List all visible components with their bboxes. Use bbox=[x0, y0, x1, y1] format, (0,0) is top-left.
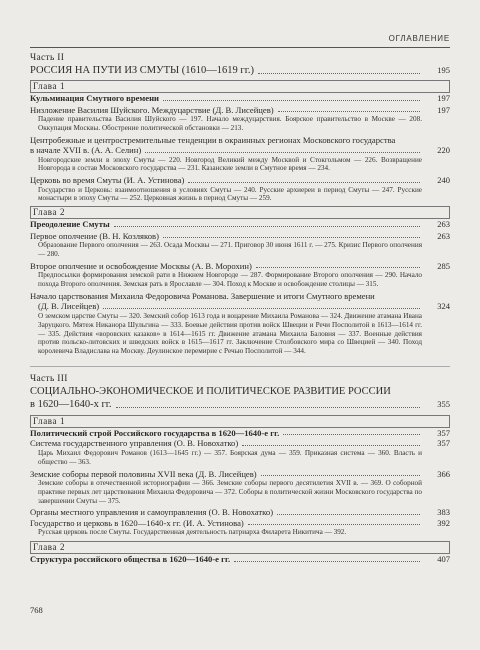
chapter-label: Глава 1 bbox=[33, 81, 66, 91]
toc-entry: Начало царствования Михаила Федоровича Романова. Завершение и итоги Смутного времени (Д. В. Лисейцев) 324 bbox=[30, 290, 450, 312]
chapter-block bbox=[30, 80, 450, 93]
entry-description: Земские соборы в отечественной историографии — 366. Земские соборы первого десятилетия XVII в. — 369. О соборной практике первых лет царствования Михаила Федоровича — 372. Соборы в политической жизни Московского государства по завершении Смуты — 375. bbox=[38, 479, 422, 505]
entry-description: Новгородские земли в эпоху Смуты — 220. Новгород Великий между Москвой и Стокгольмом — 226. Возвращение Новгорода в состав Московского государства — 231. Казанские земли в Смутное время — 234. bbox=[38, 155, 422, 173]
chapter-title: Политический строй Российского государства в 1620—1640-е гг. 357 bbox=[30, 427, 450, 438]
header-rule bbox=[30, 47, 450, 48]
toc-entry: Низложение Василия Шуйского. Междуцарствие (Д. В. Лисейцев) 197 bbox=[30, 104, 450, 115]
entry-description: Государство и Церковь: взаимоотношения в условиях Смуты — 240. Русские архиереи в период Смуты — 247. Русские монастыри в эпоху Смуты — 252. Церковная жизнь в период Смуты — 259. bbox=[38, 185, 422, 203]
page-ref: 355 bbox=[437, 398, 450, 409]
toc-entry: Государство и церковь в 1620—1640-х гг. (И. А. Устинова) 392 bbox=[30, 517, 450, 528]
part-title: РОССИЯ НА ПУТИ ИЗ СМУТЫ (1610—1619 гг.) 195 bbox=[30, 65, 450, 76]
part-label: Часть II bbox=[30, 53, 65, 63]
chapter-label: Глава 2 bbox=[33, 542, 66, 553]
chapter-title: Кульминация Смутного времени 197 bbox=[30, 93, 450, 103]
page-number: 768 bbox=[30, 605, 43, 615]
entry-description: Предпосылки формирования земской рати в Нижнем Новгороде — 287. Формирование Второго ополчения — 290. Начало похода Второго ополчения. Земская рать в Ярославле — 304. Поход к Москве и освобождение столицы — 315. bbox=[38, 271, 422, 289]
toc-entry: Церковь во время Смуты (И. А. Устинова) 240 bbox=[30, 175, 450, 186]
toc-entry: Центробежные и центростремительные тенденции в окраинных регионах Московского государства в начале XVII в. (А. А. Селин) 220 bbox=[30, 134, 450, 156]
toc-entry: Система государственного управления (О. В. Новохатко) 357 bbox=[30, 438, 450, 449]
chapter-block bbox=[30, 206, 450, 219]
toc-entry: Второе ополчение и освобождение Москвы (А. В. Морохин) 285 bbox=[30, 260, 450, 271]
toc-entry: Органы местного управления и самоуправления (О. В. Новохатко) 383 bbox=[30, 507, 450, 518]
entry-description: Образование Первого ополчения — 263. Осада Москвы — 271. Приговор 30 июня 1611 г. — 275. Кризис Первого ополчения — 280. bbox=[38, 241, 422, 259]
entry-description: Русская церковь после Смуты. Государственная деятельность патриарха Филарета Никитича — 392. bbox=[38, 528, 347, 537]
entry-description: Царь Михаил Федорович Романов (1613—1645 гг.) — 357. Боярская дума — 359. Приказная система — 360. Власть и общество — 363. bbox=[38, 448, 422, 466]
chapter-label: Глава 1 bbox=[33, 415, 66, 426]
toc-entry: Земские соборы первой половины XVII века (Д. В. Лисейцев) 366 bbox=[30, 468, 450, 479]
entry-description: О земском царстве Смуты — 320. Земский собор 1613 года и воцарение Михаила Романова — 324. Движение атамана Ивана Заруцкого. Мятеж Никанора Шульгина — 333. Боевые действия против войск Швеции и Речи Посполитой в 1613—1614 гг. — 335. Действия «воровских казаков» в 1614—1615 гг. Движение атамана Михаила Баловня — 337. Военные действия против польско-литовских и шведских войск в 1615—1617 гг. Заключение Столбовского мира со Швецией — 340. Поход королевича Владислава на Москву. Деулинское перемирие с Речью Посполитой — 344. bbox=[38, 311, 422, 356]
chapter-label: Глава 2 bbox=[33, 207, 66, 218]
page-ref: 195 bbox=[437, 65, 450, 75]
part-title: СОЦИАЛЬНО-ЭКОНОМИЧЕСКОЕ И ПОЛИТИЧЕСКОЕ РАЗВИТИЕ РОССИИ в 1620—1640-х гг. 355 bbox=[30, 385, 450, 410]
chapter-block bbox=[30, 415, 450, 428]
chapter-title: Структура российского общества в 1620—1640-е гг. 407 bbox=[30, 554, 450, 565]
chapter-title: Преодоление Смуты 263 bbox=[30, 219, 450, 230]
toc-entry: Первое ополчение (В. Н. Козляков) 263 bbox=[30, 230, 450, 241]
running-head: ОГЛАВЛЕНИЕ bbox=[388, 34, 450, 43]
toc-content bbox=[30, 53, 450, 565]
chapter-block bbox=[30, 541, 450, 554]
section-divider bbox=[30, 366, 450, 367]
part-label: Часть III bbox=[30, 373, 68, 384]
entry-description: Падение правительства Василия Шуйского — 197. Начало междуцарствия. Боярское правительство в Москве — 208. Оккупация Москвы. Обострение политической обстановки — 213. bbox=[38, 115, 422, 132]
